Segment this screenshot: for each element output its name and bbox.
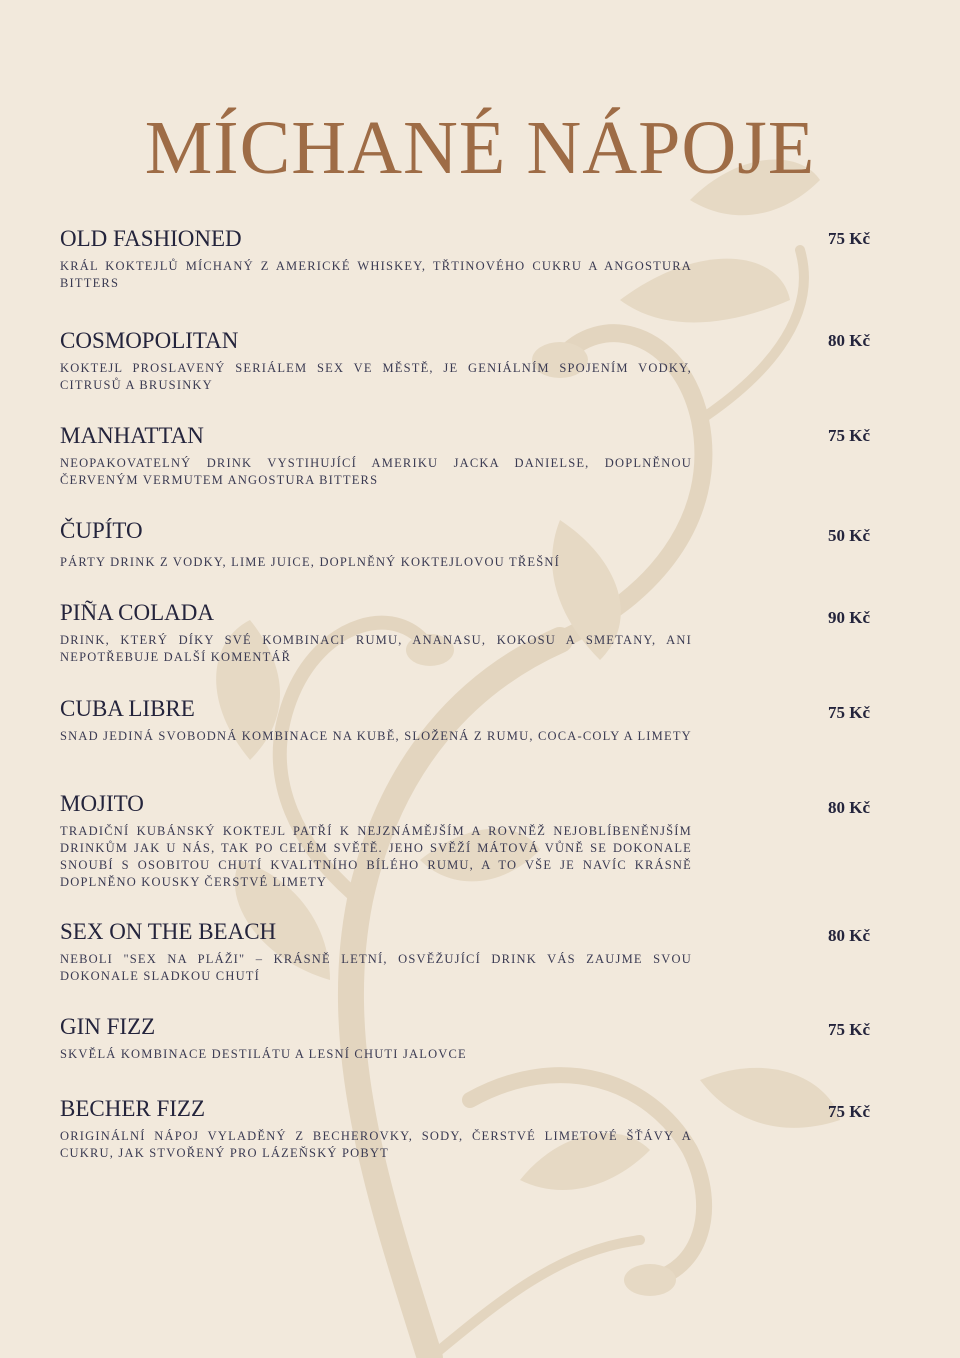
item-description: TRADIČNÍ KUBÁNSKÝ KOKTEJL PATŘÍ K NEJZNÁMĚJŠÍM A ROVNĚŽ NEJOBLÍBENĚNJŠÍM DRINKŮM JAK U NÁS, TAK PO CELÉM SVĚTĚ. JEHO SVĚŽÍ MÁTOVÁ VŮNĚ SE DOKONALE SNOUBÍ S OSOBITOU CHUTÍ KVALITNÍHO BÍLÉHO RUMU, A TO VŠE JE NAVÍC KRÁSNĚ DOPLNĚNO KOUSKY ČERSTVÉ LIMETY (60, 824, 692, 889)
item-name: ČUPÍTO (60, 518, 143, 543)
item-description: SKVĚLÁ KOMBINACE DESTILÁTU A LESNÍ CHUTI JALOVCE (60, 1047, 467, 1061)
item-price: 80 Kč (827, 798, 870, 817)
item-price: 90 Kč (827, 608, 870, 627)
item-price: 75 Kč (827, 1020, 870, 1039)
menu-item-manhattan (60, 423, 870, 489)
item-name: CUBA LIBRE (60, 696, 195, 721)
menu-item-gin-fizz (60, 1014, 870, 1063)
item-description: KOKTEJL PROSLAVENÝ SERIÁLEM SEX VE MĚSTĚ, JE GENIÁLNÍM SPOJENÍM VODKY, CITRUSŮ A BRUSINKY (60, 361, 692, 392)
item-name: MANHATTAN (60, 423, 204, 448)
item-price: 75 Kč (827, 426, 870, 445)
item-description: NEBOLI "SEX NA PLÁŽI" – KRÁSNĚ LETNÍ, OSVĚŽUJÍCÍ DRINK VÁS ZAUJME SVOU DOKONALE SLADKOU CHUTÍ (60, 952, 692, 983)
item-description: PÁRTY DRINK Z VODKY, LIME JUICE, DOPLNĚNÝ KOKTEJLOVOU TŘEŠNÍ (60, 555, 560, 569)
item-name: COSMOPOLITAN (60, 328, 239, 353)
menu-item-cosmopolitan (60, 328, 870, 394)
item-price: 50 Kč (827, 526, 870, 545)
item-name: OLD FASHIONED (60, 226, 242, 251)
item-name: GIN FIZZ (60, 1014, 156, 1039)
menu-item-cuba-libre (60, 696, 870, 745)
item-name: MOJITO (60, 791, 144, 816)
menu-item-old-fashioned (60, 226, 870, 292)
menu-item-pina-colada (60, 600, 870, 666)
item-price: 75 Kč (827, 703, 870, 722)
item-price: 75 Kč (827, 229, 870, 248)
item-name: PIÑA COLADA (60, 600, 214, 625)
menu-item-cupito (60, 518, 870, 571)
menu-item-mojito (60, 791, 870, 891)
page-title: MÍCHANÉ NÁPOJE (144, 106, 816, 190)
item-description: KRÁL KOKTEJLŮ MÍCHANÝ Z AMERICKÉ WHISKEY, TŘTINOVÉHO CUKRU A ANGOSTURA BITTERS (60, 259, 692, 290)
item-description: NEOPAKOVATELNÝ DRINK VYSTIHUJÍCÍ AMERIKU JACKA DANIELSE, DOPLNĚNOU ČERVENÝM VERMUTEM ANGOSTURA BITTERS (60, 456, 692, 487)
item-description: SNAD JEDINÁ SVOBODNÁ KOMBINACE NA KUBĚ, SLOŽENÁ Z RUMU, COCA-COLY A LIMETY (60, 729, 692, 743)
item-description: DRINK, KTERÝ DÍKY SVÉ KOMBINACI RUMU, ANANASU, KOKOSU A SMETANY, ANI NEPOTŘEBUJE DALŠÍ KOMENTÁŘ (60, 633, 692, 664)
menu-item-becher-fizz (60, 1096, 870, 1162)
item-description: ORIGINÁLNÍ NÁPOJ VYLADĚNÝ Z BECHEROVKY, SODY, ČERSTVÉ LIMETOVÉ ŠŤÁVY A CUKRU, JAK STVOŘENÝ PRO LÁZEŇSKÝ POBYT (60, 1129, 692, 1160)
item-price: 80 Kč (827, 926, 870, 945)
item-name: BECHER FIZZ (60, 1096, 206, 1121)
item-price: 75 Kč (827, 1102, 870, 1121)
menu-item-sex-on-the-beach (60, 919, 870, 985)
item-price: 80 Kč (827, 331, 870, 350)
item-name: SEX ON THE BEACH (60, 919, 277, 944)
